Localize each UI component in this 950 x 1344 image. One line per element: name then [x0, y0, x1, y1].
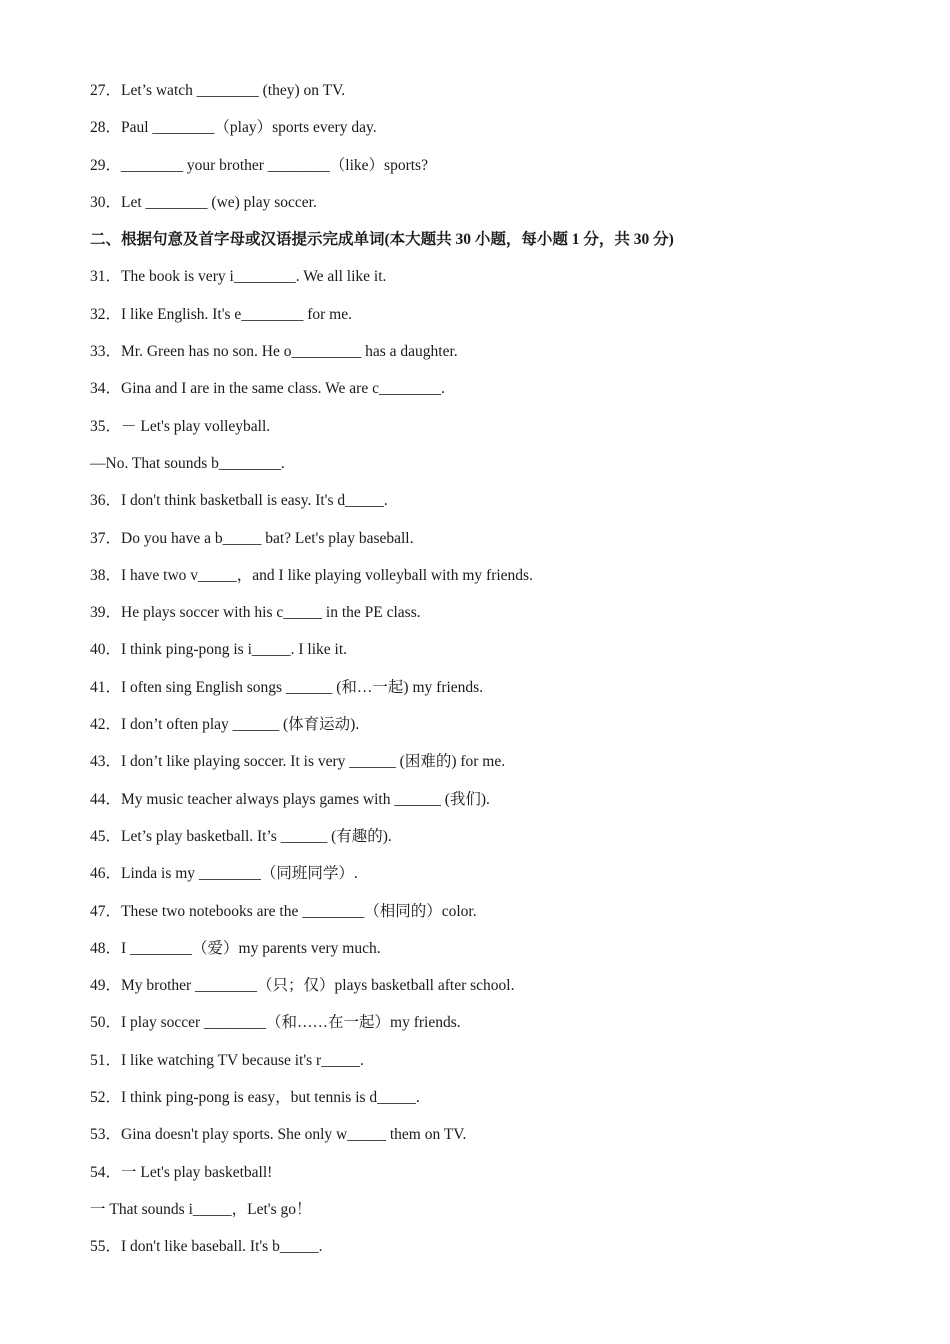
question-27: 27．Let’s watch ________ (they) on TV. [90, 82, 346, 99]
question-36: 36．I don't think basketball is easy. It's d_____. [90, 492, 388, 510]
question-52: 52．I think ping-pong is easy，but tennis is d_____. [90, 1089, 420, 1107]
question-47: 47．These two notebooks are the ________（相同的）color. [90, 902, 477, 920]
question-34: 34．Gina and I are in the same class. We are c________. [90, 380, 445, 398]
question-55: 55．I don't like baseball. It's b_____. [90, 1238, 323, 1256]
question-30: 30．Let ________ (we) play soccer. [90, 193, 317, 211]
question-54-reply: 一 That sounds i_____，Let's go！ [90, 1200, 312, 1218]
question-45: 45．Let’s play basketball. It’s ______ (有趣的). [90, 827, 392, 845]
question-31: 31．The book is very i________. We all like it. [90, 268, 387, 286]
question-54: 54．一 Let's play basketball! [90, 1163, 273, 1181]
question-29: 29．________ your brother ________（like）sports? [90, 156, 428, 174]
question-42: 42．I don’t often play ______ (体育运动). [90, 716, 360, 734]
question-37: 37．Do you have a b_____ bat? Let's play baseball. [90, 529, 414, 547]
question-49: 49．My brother ________（只；仅）plays basketball after school. [90, 977, 515, 995]
question-48: 48．I ________（爱）my parents very much. [90, 939, 381, 957]
question-39: 39．He plays soccer with his c_____ in the PE class. [90, 604, 421, 622]
question-40: 40．I think ping-pong is i_____. I like it. [90, 641, 348, 659]
question-44: 44．My music teacher always plays games with ______ (我们). [90, 790, 490, 808]
question-35: 35．－ Let's play volleyball. [90, 417, 271, 435]
question-53: 53．Gina doesn't play sports. She only w_____ them on TV. [90, 1126, 467, 1144]
question-35-reply: —No. That sounds b________. [90, 454, 285, 472]
question-46: 46．Linda is my ________（同班同学）. [90, 865, 358, 883]
question-50: 50．I play soccer ________（和……在一起）my friends. [90, 1014, 461, 1032]
question-28: 28．Paul ________（play）sports every day. [90, 119, 377, 137]
question-51: 51．I like watching TV because it's r_____. [90, 1051, 364, 1069]
question-33: 33．Mr. Green has no son. He o_________ has a daughter. [90, 343, 458, 361]
question-38: 38．I have two v_____，and I like playing volleyball with my friends. [90, 566, 533, 584]
question-41: 41．I often sing English songs ______ (和…一起) my friends. [90, 678, 484, 696]
question-list [90, 80, 910, 1274]
question-32: 32．I like English. It's e________ for me. [90, 305, 352, 323]
question-43: 43．I don’t like playing soccer. It is very ______ (困难的) for me. [90, 753, 506, 771]
section-heading: 二、根据句意及首字母或汉语提示完成单词(本大题共 30 小题，每小题 1 分，共 30 分) [90, 231, 674, 249]
